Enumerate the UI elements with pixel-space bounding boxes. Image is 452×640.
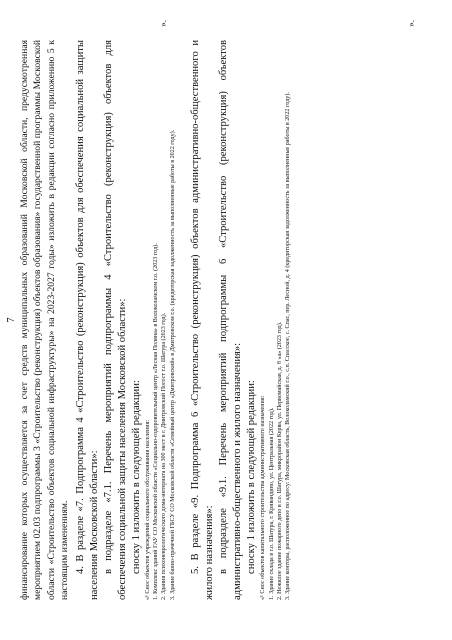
page-number: 7 (6, 317, 17, 323)
section-5-heading: 5. В разделе «9. Подпрограмма 6 «Строительство (реконструкция) объектов административно-общественного и жилого назначения»: (190, 40, 216, 600)
section-4-heading: 4. В разделе «7. Подпрограмма 4 «Строительство (реконструкция) объектов для обеспечения социальной защиты населения Московской области»: (74, 40, 100, 600)
section-5-subsection: в подразделе «9.1. Перечень мероприятий подпрограммы 6 «Строительство (реконструкция) объектов административно-общественного и жилого назначения»: (218, 40, 244, 600)
footnote-5-close-quote: ». (406, 20, 416, 27)
section-5-footnote-intro: сноску 1 изложить в следующей редакции: (246, 380, 258, 574)
document-body (18, 40, 293, 600)
rotated-sheet (0, 20, 452, 620)
footnote-5-item-3: 3. Здание конторы, расположенное по адресу: Московская область, Волоколамский г.о., с.п. Спасское, с. Спас, пер. Лесной, д. 4 (кредиторская задолженность за выполненные работы в 2022 году). (285, 92, 292, 600)
footnote-4-item-1: 1. Комплекс зданий ГАУ СО Московской области «Социально-оздоровительный центр «Лесная Поляна» в Волоколамском г.о. (2023 год). (153, 243, 160, 600)
section-4-footnote-intro: сноску 1 изложить в следующей редакции: (130, 380, 142, 574)
footnote-5-item-1: 1. Здание склада в г.о. Шатура, г. Кривандино, ул. Центральная (2022 год). (268, 407, 275, 600)
footnote-4-item-3: 3. Здание банно-прачечной ГБСУ СО Московской области «Семейный центр «Дмитровский» в Дмитровском г.о. (кредиторская задолженность за выполненные работы в 2022 году). (169, 129, 176, 600)
section-4-subsection: в подразделе «7.1. Перечень мероприятий подпрограммы 4 «Строительство (реконструкция) объектов для обеспечения социальной защиты населения Московской области»: (102, 40, 128, 600)
footnote-4-title: «¹ Снос объектов учреждений социального обслуживания населения: (144, 419, 151, 600)
paragraph-financing: финансирование которых осуществляется за счет средств муниципальных образований Московской области, предусмотренная мероприятием 02.03 подпрограммы 3 «Строительство (реконструкция) объектов образования» государственной программы Московской области «Строительство объектов социальной инфраструктуры» на 2023-2027 годы» изложить в редакции согласно приложению 5 к настоящим изменениям. (19, 40, 71, 600)
footnote-4-close-quote: ». (158, 20, 168, 27)
footnote-5-title: «¹ Снос объектов капитального строительства административного назначения: (260, 395, 267, 600)
footnote-4-item-2: 2. Здания психоневрологического дома-интерната на 300 мест в г. Дмитровский Погост г.о. Шатура (2023 год). (161, 312, 168, 600)
footnote-5-item-2: 2. Нежилое здание пожарного депо в г.о. Шатура, микрорайон Керва, ул. Первомайская, д. 8 «а» (2023 год). (277, 321, 284, 600)
